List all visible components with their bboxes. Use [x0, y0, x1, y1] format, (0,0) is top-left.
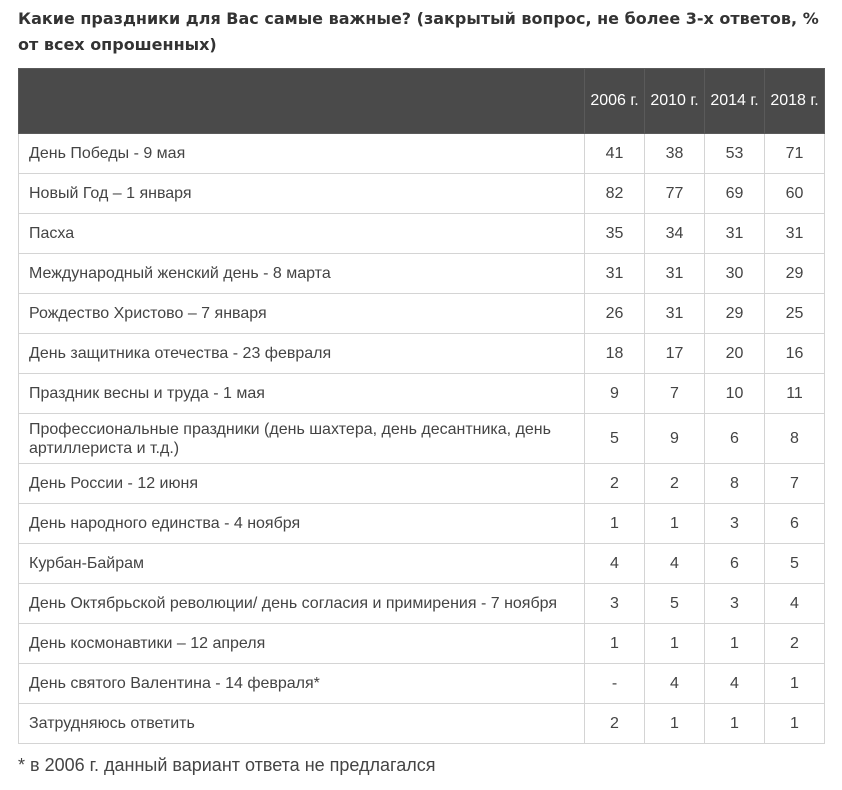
table-row [19, 334, 825, 374]
value-cell: 31 [645, 254, 705, 294]
row-label: День Октябрьской революции/ день согласия и примирения - 7 ноября [19, 584, 585, 624]
table-title: Какие праздники для Вас самые важные? (закрытый вопрос, не более 3-х ответов, % от всех опрошенных) [18, 9, 819, 54]
value-cell: 7 [645, 374, 705, 414]
value-cell: 8 [765, 414, 825, 464]
value-cell: 35 [585, 214, 645, 254]
value-cell: 6 [705, 544, 765, 584]
table-row [19, 414, 825, 464]
value-cell: 1 [765, 704, 825, 744]
table-row [19, 214, 825, 254]
value-cell: 6 [765, 504, 825, 544]
header-label-cell [19, 69, 585, 134]
table-row [19, 704, 825, 744]
value-cell: 1 [705, 704, 765, 744]
value-cell: 17 [645, 334, 705, 374]
row-label: Пасха [19, 214, 585, 254]
value-cell: 82 [585, 174, 645, 214]
value-cell: 4 [585, 544, 645, 584]
value-cell: 29 [765, 254, 825, 294]
row-label: Праздник весны и труда - 1 мая [19, 374, 585, 414]
value-cell: 9 [645, 414, 705, 464]
table-row [19, 134, 825, 174]
value-cell: 5 [765, 544, 825, 584]
value-cell: 4 [645, 544, 705, 584]
value-cell: 1 [705, 624, 765, 664]
row-label: Рождество Христово – 7 января [19, 294, 585, 334]
value-cell: 1 [645, 504, 705, 544]
column-header: 2006 г. [585, 69, 645, 134]
value-cell: 2 [645, 464, 705, 504]
value-cell: 41 [585, 134, 645, 174]
row-label: День России - 12 июня [19, 464, 585, 504]
value-cell: 60 [765, 174, 825, 214]
value-cell: 1 [645, 624, 705, 664]
row-label: День народного единства - 4 ноября [19, 504, 585, 544]
value-cell: 20 [705, 334, 765, 374]
table-row [19, 624, 825, 664]
value-cell: 53 [705, 134, 765, 174]
column-header: 2018 г. [765, 69, 825, 134]
value-cell: 2 [585, 464, 645, 504]
value-cell: 8 [705, 464, 765, 504]
column-header: 2010 г. [645, 69, 705, 134]
value-cell: 6 [705, 414, 765, 464]
value-cell: 16 [765, 334, 825, 374]
row-label: День святого Валентина - 14 февраля* [19, 664, 585, 704]
row-label: Курбан-Байрам [19, 544, 585, 584]
value-cell: 25 [765, 294, 825, 334]
value-cell: 11 [765, 374, 825, 414]
value-cell: 31 [705, 214, 765, 254]
row-label: Международный женский день - 8 марта [19, 254, 585, 294]
table-row [19, 374, 825, 414]
header-row [19, 69, 825, 134]
row-label: День Победы - 9 мая [19, 134, 585, 174]
value-cell: 10 [705, 374, 765, 414]
row-label: Профессиональные праздники (день шахтера, день десантника, день артиллериста и т.д.) [19, 414, 585, 464]
value-cell: 26 [585, 294, 645, 334]
value-cell: 31 [765, 214, 825, 254]
table-row [19, 174, 825, 214]
column-header: 2014 г. [705, 69, 765, 134]
value-cell: 1 [645, 704, 705, 744]
row-label: Новый Год – 1 января [19, 174, 585, 214]
table-row [19, 584, 825, 624]
value-cell: 18 [585, 334, 645, 374]
value-cell: 30 [705, 254, 765, 294]
value-cell: 31 [645, 294, 705, 334]
value-cell: 77 [645, 174, 705, 214]
value-cell: 34 [645, 214, 705, 254]
value-cell: 71 [765, 134, 825, 174]
value-cell: 29 [705, 294, 765, 334]
value-cell: 31 [585, 254, 645, 294]
table-row [19, 664, 825, 704]
value-cell: 9 [585, 374, 645, 414]
value-cell: 4 [645, 664, 705, 704]
value-cell: 3 [705, 584, 765, 624]
row-label: День защитника отечества - 23 февраля [19, 334, 585, 374]
table-row [19, 464, 825, 504]
value-cell: 38 [645, 134, 705, 174]
value-cell: 69 [705, 174, 765, 214]
value-cell: 7 [765, 464, 825, 504]
table-row [19, 254, 825, 294]
footnote: * в 2006 г. данный вариант ответа не предлагался [18, 755, 436, 775]
value-cell: 1 [765, 664, 825, 704]
row-label: День космонавтики – 12 апреля [19, 624, 585, 664]
value-cell: 1 [585, 504, 645, 544]
table-row [19, 294, 825, 334]
value-cell: 3 [585, 584, 645, 624]
value-cell: 1 [585, 624, 645, 664]
survey-table [18, 68, 825, 744]
table-row [19, 504, 825, 544]
value-cell: 2 [585, 704, 645, 744]
value-cell: 3 [705, 504, 765, 544]
value-cell: 5 [645, 584, 705, 624]
value-cell: - [585, 664, 645, 704]
row-label: Затрудняюсь ответить [19, 704, 585, 744]
value-cell: 5 [585, 414, 645, 464]
table-row [19, 544, 825, 584]
value-cell: 2 [765, 624, 825, 664]
value-cell: 4 [705, 664, 765, 704]
value-cell: 4 [765, 584, 825, 624]
